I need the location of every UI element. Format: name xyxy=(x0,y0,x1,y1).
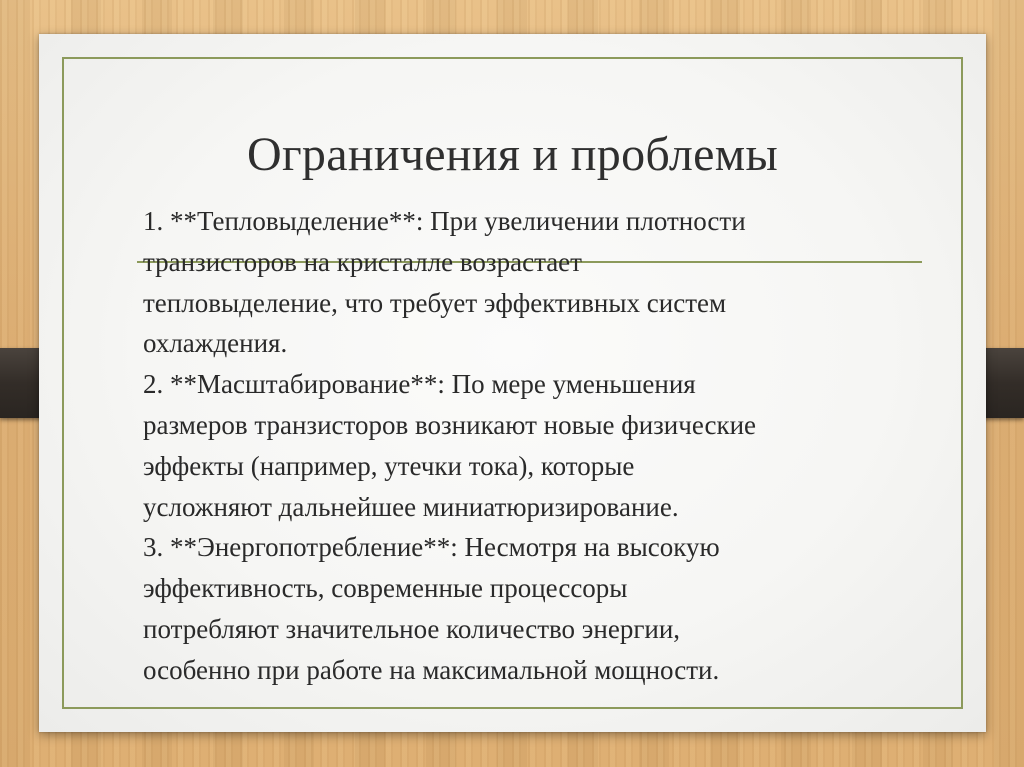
slide-paper xyxy=(39,34,986,732)
body-line: размеров транзисторов возникают новые физические xyxy=(143,409,757,440)
body-line: 1. **Тепловыделение**: При увеличении плотности xyxy=(143,206,746,236)
body-line: потребляют значительное количество энергии, xyxy=(143,613,681,644)
body-line: тепловыделение, что требует эффективных систем xyxy=(143,287,727,318)
body-line: 2. **Масштабирование**: По мере уменьшения xyxy=(143,369,696,400)
body-line: эффективность, современные процессоры xyxy=(143,573,628,604)
slide-body xyxy=(143,201,923,691)
body-line: особенно при работе на максимальной мощности. xyxy=(143,654,720,685)
slide-title: Ограничения и проблемы xyxy=(246,128,778,181)
body-line: транзисторов на кристалле возрастает xyxy=(143,246,582,277)
body-line: усложняют дальнейшее миниатюризирование. xyxy=(143,491,679,522)
body-line: эффекты (например, утечки тока), которые xyxy=(143,450,635,481)
body-line: охлаждения. xyxy=(143,328,288,359)
body-line: 3. **Энергопотребление**: Несмотря на высокую xyxy=(143,532,720,563)
